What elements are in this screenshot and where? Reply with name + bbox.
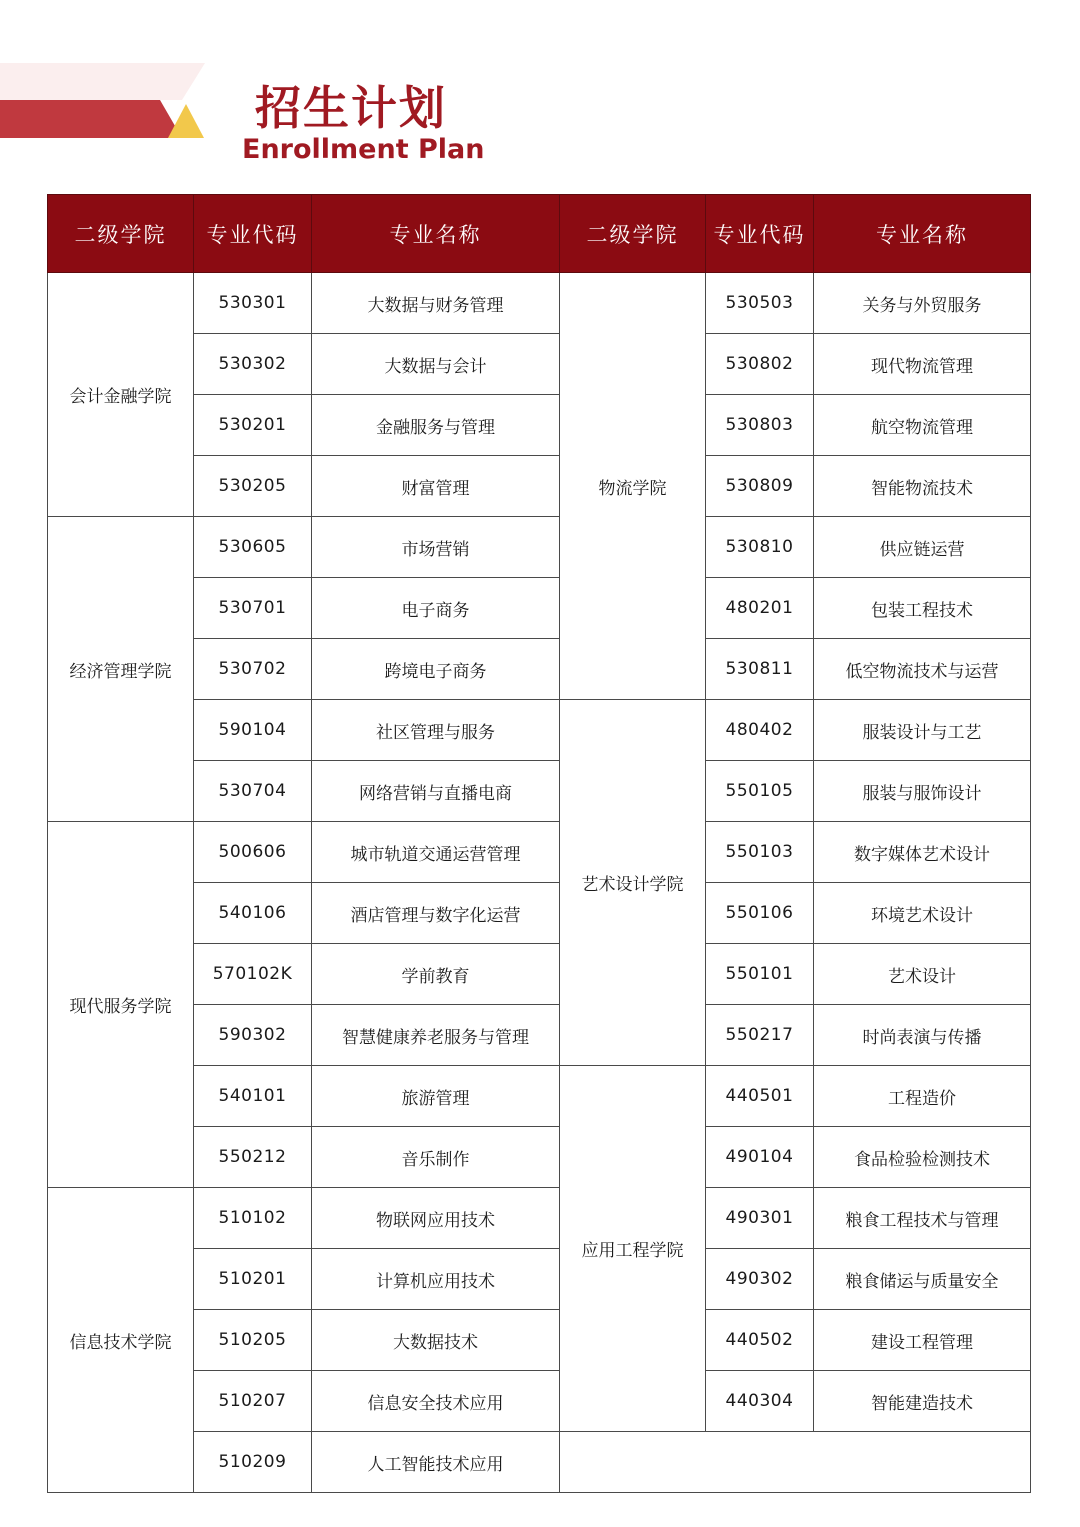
table-row [48,761,1031,822]
major-code-cell: 510207 [194,1371,312,1432]
major-code-cell: 490301 [706,1188,814,1249]
major-name-cell: 智慧健康养老服务与管理 [312,1005,560,1066]
major-name-cell: 物联网应用技术 [312,1188,560,1249]
major-code-cell: 530302 [194,334,312,395]
major-code-cell: 510205 [194,1310,312,1371]
major-code-cell: 530605 [194,517,312,578]
major-name-cell: 粮食储运与质量安全 [814,1249,1031,1310]
major-name-cell: 现代物流管理 [814,334,1031,395]
major-name-cell: 供应链运营 [814,517,1031,578]
table-row [48,1005,1031,1066]
major-name-cell: 酒店管理与数字化运营 [312,883,560,944]
header-name-left: 专业名称 [312,195,560,273]
major-name-cell: 数字媒体艺术设计 [814,822,1031,883]
table-row [48,1188,1031,1249]
table-row [48,395,1031,456]
major-name-cell: 跨境电子商务 [312,639,560,700]
header-college-right: 二级学院 [560,195,706,273]
major-name-cell: 智能建造技术 [814,1371,1031,1432]
major-code-cell: 550101 [706,944,814,1005]
major-code-cell: 480402 [706,700,814,761]
major-code-cell: 530205 [194,456,312,517]
major-code-cell: 510201 [194,1249,312,1310]
table-row [48,1249,1031,1310]
header-code-left: 专业代码 [194,195,312,273]
empty-cell [560,1432,1031,1493]
major-code-cell: 530810 [706,517,814,578]
major-name-cell: 服装设计与工艺 [814,700,1031,761]
table-row [48,1310,1031,1371]
college-cell: 艺术设计学院 [560,700,706,1066]
major-code-cell: 530811 [706,639,814,700]
major-code-cell: 530702 [194,639,312,700]
banner-light-stripe [0,63,205,100]
table-row [48,822,1031,883]
college-cell: 应用工程学院 [560,1066,706,1432]
major-name-cell: 社区管理与服务 [312,700,560,761]
major-name-cell: 信息安全技术应用 [312,1371,560,1432]
college-cell: 物流学院 [560,273,706,700]
major-name-cell: 旅游管理 [312,1066,560,1127]
major-code-cell: 440501 [706,1066,814,1127]
major-name-cell: 大数据技术 [312,1310,560,1371]
header-college-left: 二级学院 [48,195,194,273]
major-code-cell: 540101 [194,1066,312,1127]
major-name-cell: 大数据与财务管理 [312,273,560,334]
major-name-cell: 航空物流管理 [814,395,1031,456]
major-name-cell: 智能物流技术 [814,456,1031,517]
major-code-cell: 550103 [706,822,814,883]
college-cell: 信息技术学院 [48,1188,194,1493]
table-row [48,334,1031,395]
major-name-cell: 关务与外贸服务 [814,273,1031,334]
major-name-cell: 建设工程管理 [814,1310,1031,1371]
major-name-cell: 金融服务与管理 [312,395,560,456]
title-banner-decoration [0,0,1080,190]
major-code-cell: 550212 [194,1127,312,1188]
major-code-cell: 530809 [706,456,814,517]
header-code-right: 专业代码 [706,195,814,273]
major-code-cell: 530802 [706,334,814,395]
major-name-cell: 包装工程技术 [814,578,1031,639]
college-cell: 会计金融学院 [48,273,194,517]
major-name-cell: 艺术设计 [814,944,1031,1005]
major-name-cell: 计算机应用技术 [312,1249,560,1310]
table-row [48,1432,1031,1493]
major-name-cell: 时尚表演与传播 [814,1005,1031,1066]
table-body [48,273,1031,1493]
major-name-cell: 食品检验检测技术 [814,1127,1031,1188]
college-cell: 现代服务学院 [48,822,194,1188]
table-row [48,1127,1031,1188]
major-name-cell: 服装与服饰设计 [814,761,1031,822]
major-code-cell: 530503 [706,273,814,334]
major-code-cell: 530301 [194,273,312,334]
major-code-cell: 540106 [194,883,312,944]
major-code-cell: 440304 [706,1371,814,1432]
major-name-cell: 城市轨道交通运营管理 [312,822,560,883]
table-row [48,456,1031,517]
major-code-cell: 500606 [194,822,312,883]
major-name-cell: 低空物流技术与运营 [814,639,1031,700]
college-cell: 经济管理学院 [48,517,194,822]
major-name-cell: 网络营销与直播电商 [312,761,560,822]
major-name-cell: 市场营销 [312,517,560,578]
major-code-cell: 530803 [706,395,814,456]
banner-yellow-triangle [168,104,204,138]
major-code-cell: 590302 [194,1005,312,1066]
major-name-cell: 工程造价 [814,1066,1031,1127]
table-row [48,1371,1031,1432]
major-name-cell: 财富管理 [312,456,560,517]
major-name-cell: 学前教育 [312,944,560,1005]
table-header-row [48,195,1031,273]
page-title: 招生计划 [255,81,447,135]
major-code-cell: 590104 [194,700,312,761]
major-code-cell: 490104 [706,1127,814,1188]
major-code-cell: 530701 [194,578,312,639]
major-name-cell: 电子商务 [312,578,560,639]
major-name-cell: 大数据与会计 [312,334,560,395]
major-name-cell: 环境艺术设计 [814,883,1031,944]
major-code-cell: 550217 [706,1005,814,1066]
table-row [48,639,1031,700]
major-name-cell: 人工智能技术应用 [312,1432,560,1493]
major-code-cell: 530201 [194,395,312,456]
major-code-cell: 550105 [706,761,814,822]
table-row [48,883,1031,944]
major-name-cell: 音乐制作 [312,1127,560,1188]
table-row [48,700,1031,761]
page-subtitle: Enrollment Plan [242,134,485,165]
major-code-cell: 570102K [194,944,312,1005]
table-row [48,944,1031,1005]
table-row [48,273,1031,334]
major-code-cell: 530704 [194,761,312,822]
table-row [48,517,1031,578]
major-code-cell: 510209 [194,1432,312,1493]
major-code-cell: 490302 [706,1249,814,1310]
major-name-cell: 粮食工程技术与管理 [814,1188,1031,1249]
header-name-right: 专业名称 [814,195,1031,273]
major-code-cell: 550106 [706,883,814,944]
table-row [48,578,1031,639]
major-code-cell: 510102 [194,1188,312,1249]
table-row [48,1066,1031,1127]
banner-red-stripe [0,100,182,138]
major-code-cell: 440502 [706,1310,814,1371]
enrollment-table [47,194,1031,1493]
major-code-cell: 480201 [706,578,814,639]
